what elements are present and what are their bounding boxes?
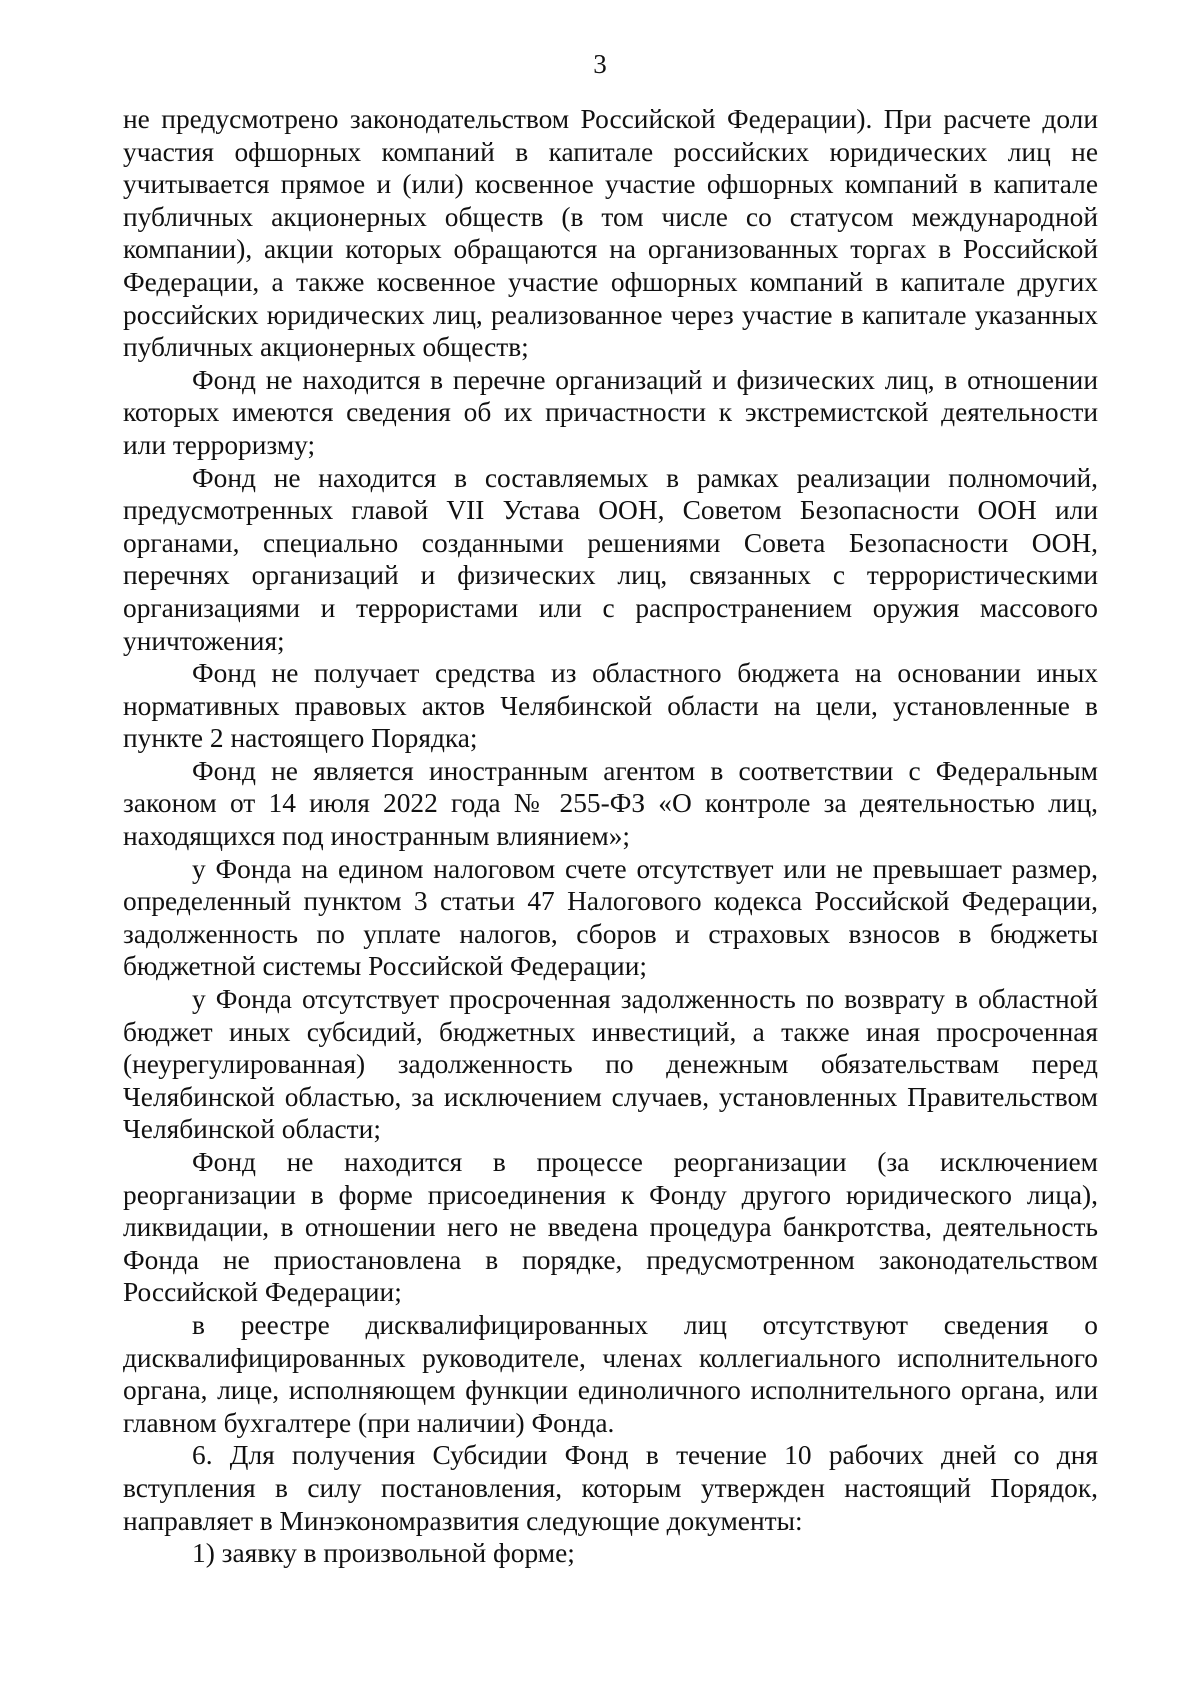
paragraph-offshore-continuation: не предусмотрено законодательством Российской Федерации). При расчете доли участия офшорных компаний в капитале российских юридических лиц не учитывается прямое и (или) косвенное участие офшорных компаний в капитале публичных акционерных обществ (в том числе со статусом международной компании), акции которых обращаются на организованных торгах в Российской Федерации, а также косвенное участие офшорных компаний в капитале других российских юридических лиц, реализованное через участие в капитале указанных публичных акционерных обществ; — [123, 104, 1098, 363]
paragraph-other-budget-funds: Фонд не получает средства из областного бюджета на основании иных нормативных правовых актов Челябинской области на цели, установленные в пункте 2 настоящего Порядка; — [123, 658, 1098, 754]
paragraph-tax-debt: у Фонда на едином налоговом счете отсутствует или не превышает размер, определенный пунктом 3 статьи 47 Налогового кодекса Российской Федерации, задолженность по уплате налогов, сборов и страховых взносов в бюджеты бюджетной системы Российской Федерации; — [123, 853, 1098, 982]
document-body — [123, 103, 1098, 1570]
paragraph-foreign-agent: Фонд не является иностранным агентом в соответствии с Федеральным законом от 14 июля 2022 года № 255-ФЗ «О контроле за деятельностью лиц, находящихся под иностранным влиянием»; — [123, 755, 1098, 852]
paragraph-extremism-list: Фонд не находится в перечне организаций и физических лиц, в отношении которых имеются сведения об их причастности к экстремистской деятельности или терроризму; — [123, 364, 1098, 460]
paragraph-reorganization: Фонд не находится в процессе реорганизации (за исключением реорганизации в форме присоединения к Фонду другого юридического лица), ликвидации, в отношении него не введена процедура банкротства, деятельность Фонда не приостановлена в порядке, предусмотренном законодательством Российской Федерации; — [123, 1147, 1098, 1308]
paragraph-item-1: 1) заявку в произвольной форме; — [192, 1538, 575, 1569]
paragraph-disqualified-persons: в реестре дисквалифицированных лиц отсутствуют сведения о дисквалифицированных руководителе, членах коллегиального исполнительного органа, лице, исполняющем функции единоличного исполнительного органа, или главном бухгалтере (при наличии) Фонда. — [123, 1309, 1098, 1438]
paragraph-section-6: 6. Для получения Субсидии Фонд в течение 10 рабочих дней со дня вступления в силу постановления, которым утвержден настоящий Порядок, направляет в Минэкономразвития следующие документы: — [123, 1440, 1098, 1536]
page-number: 3 — [593, 49, 607, 79]
paragraph-overdue-debt: у Фонда отсутствует просроченная задолженность по возврату в областной бюджет иных субсидий, бюджетных инвестиций, а также иная просроченная (неурегулированная) задолженность по денежным обязательствам перед Челябинской областью, за исключением случаев, установленных Правительством Челябинской области; — [123, 984, 1098, 1145]
paragraph-un-sanctions-list: Фонд не находится в составляемых в рамках реализации полномочий, предусмотренных главой VII Устава ООН, Советом Безопасности ООН или органами, специально созданными решениями Совета Безопасности ООН, перечнях организаций и физических лиц, связанных с террористическими организациями и террористами или с распространением оружия массового уничтожения; — [123, 462, 1098, 656]
